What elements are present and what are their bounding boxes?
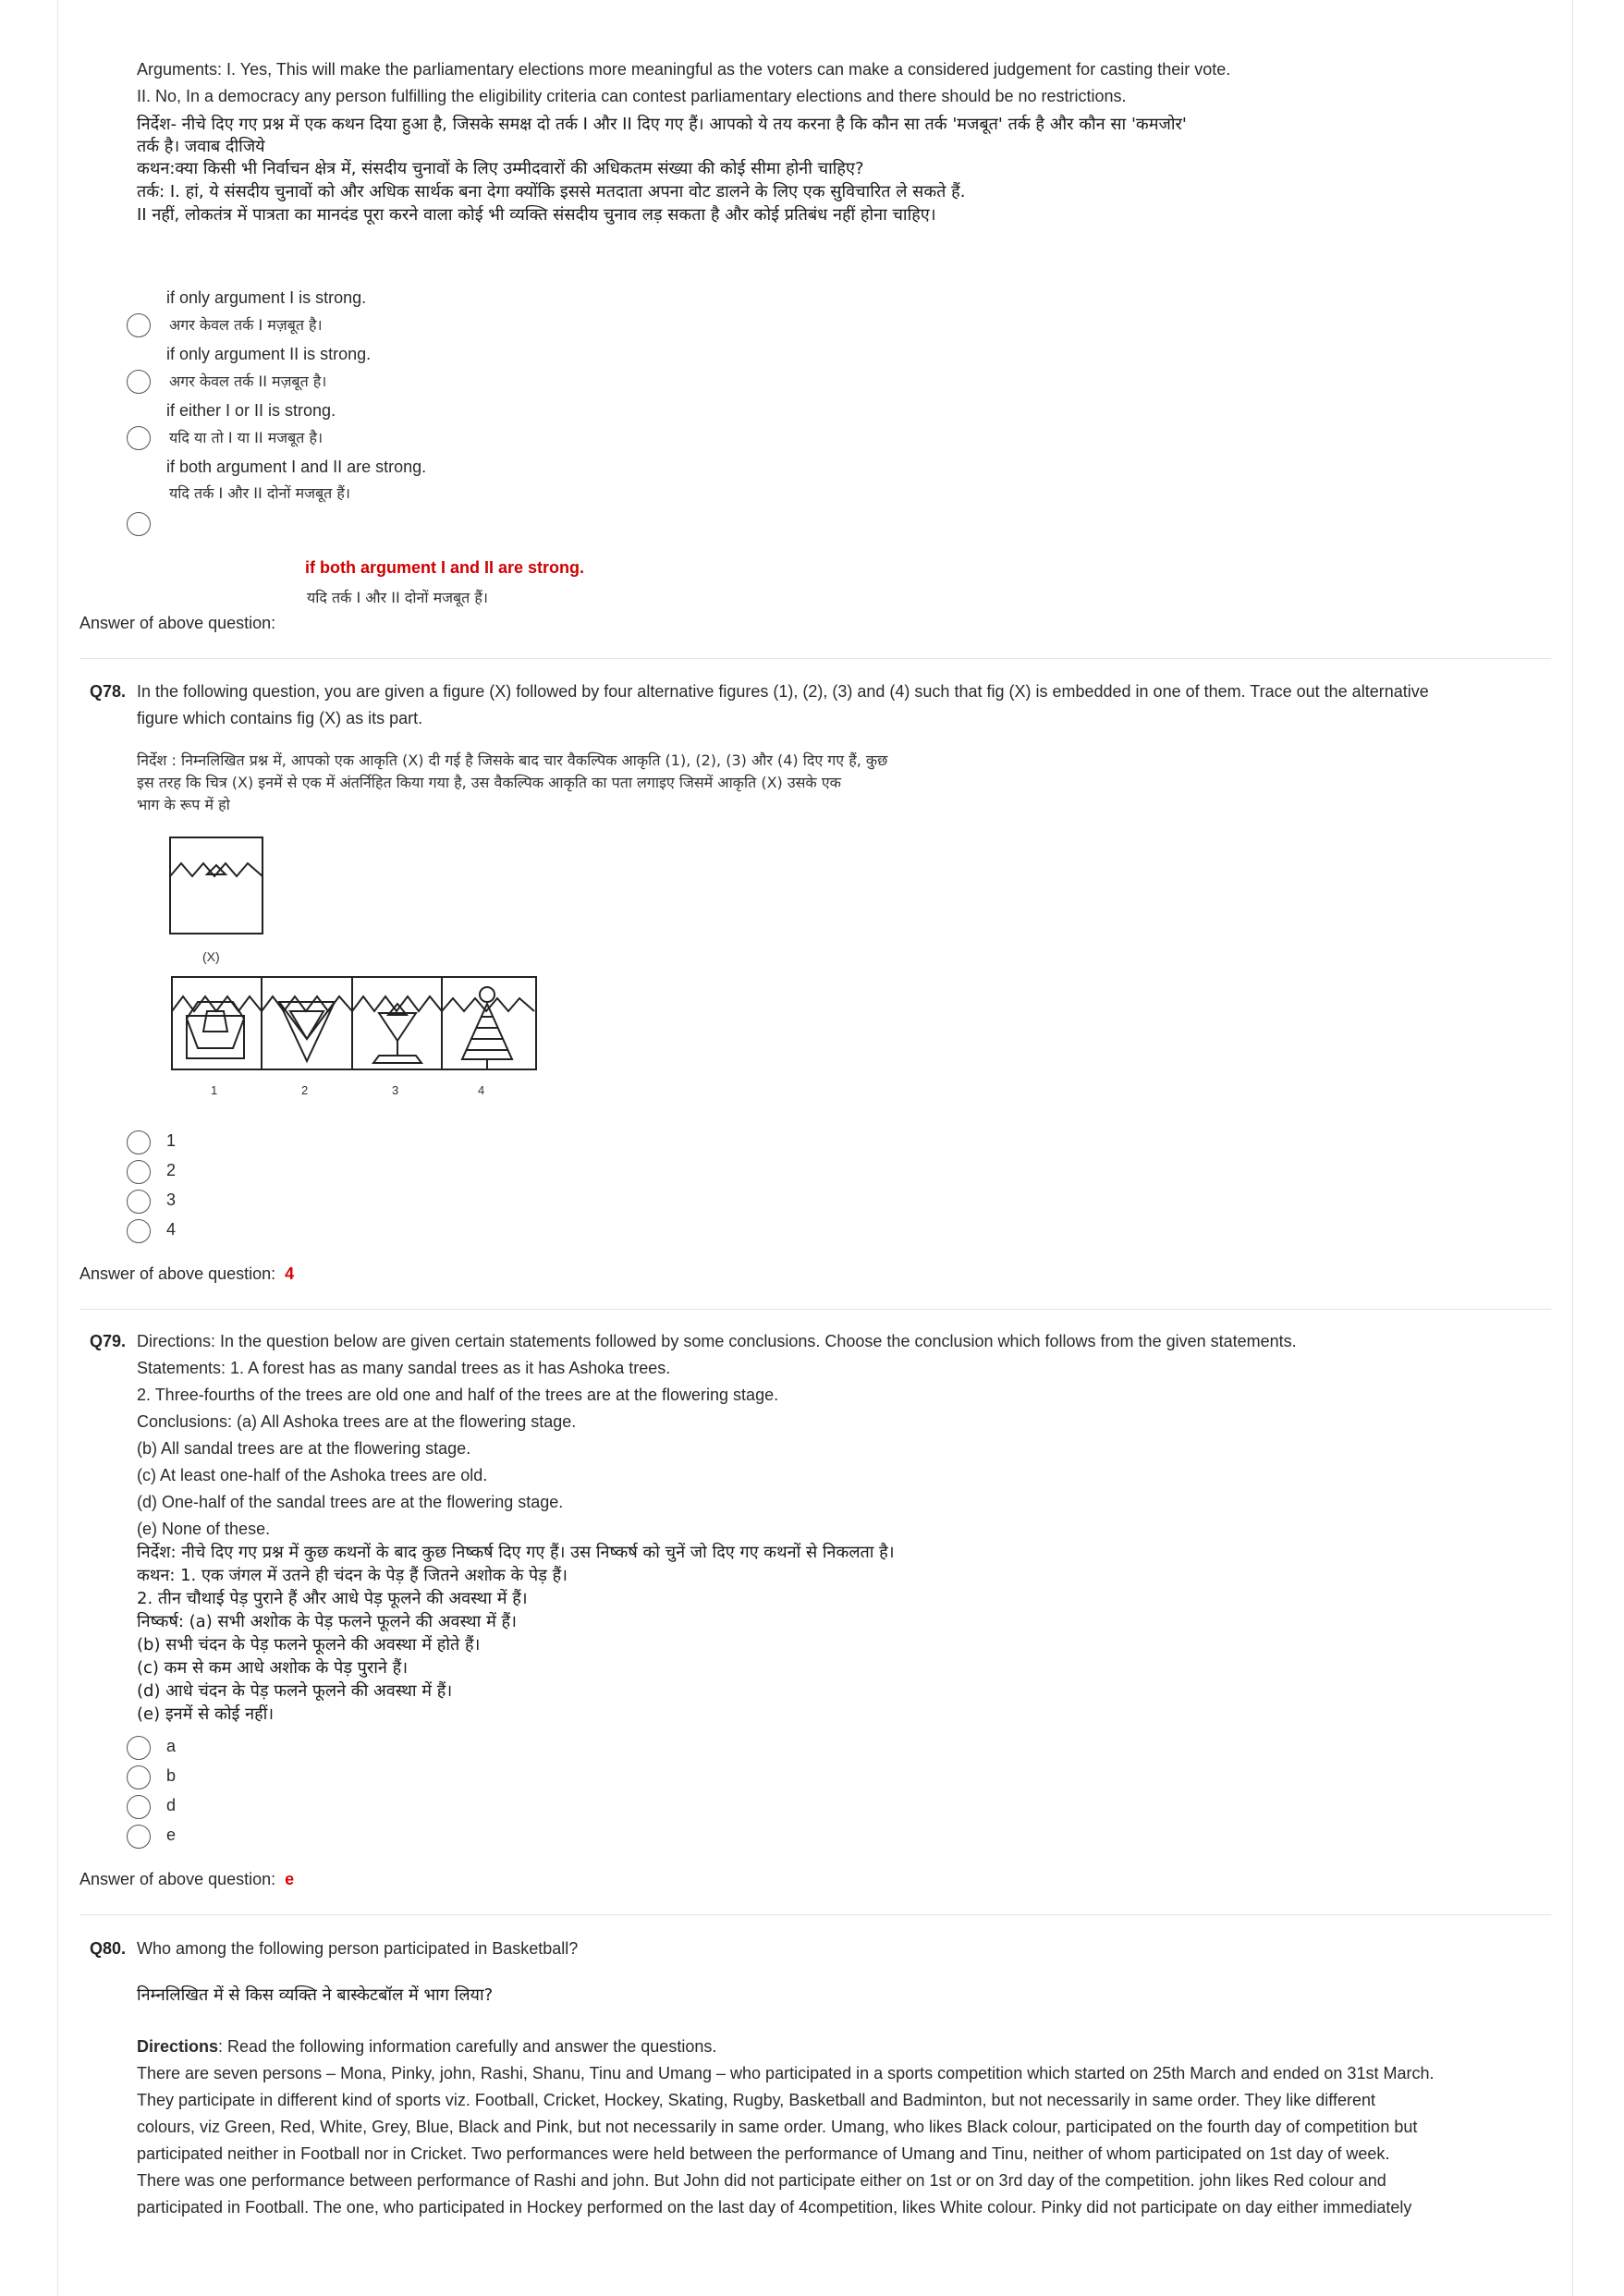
question-number: Q78. <box>90 682 127 701</box>
q79-option-e-radio[interactable] <box>127 1825 151 1849</box>
figure-label-4: 4 <box>478 1083 485 1097</box>
q78-option3-radio[interactable] <box>127 1190 151 1214</box>
q77-option2-radio[interactable] <box>127 370 151 394</box>
q80-directions-text: : Read the following information carefully and answer the questions. <box>218 2037 717 2056</box>
q80-para-line4: participated neither in Football nor in Cricket. Two performances were held between the performance of Umang and Tinu, neither of whom participated on 1st day of week. <box>137 2144 1390 2163</box>
q78-option4-radio[interactable] <box>127 1219 151 1243</box>
q77-option1-hi: अगर केवल तर्क I मज़बूत है। <box>169 316 323 334</box>
q79-hi-line2: कथन: 1. एक जंगल में उतने ही चंदन के पेड़ हैं जितने अशोक के पेड़ हैं। <box>137 1566 568 1585</box>
q78-option1-radio[interactable] <box>127 1130 151 1154</box>
q78-text-line2: figure which contains fig (X) as its part. <box>137 709 423 727</box>
q79-hi-line5: (b) सभी चंदन के पेड़ फलने फूलने की अवस्था में होते हैं। <box>137 1635 481 1655</box>
q77-hindi-line1: निर्देश- नीचे दिए गए प्रश्न में एक कथन दिया हुआ है, जिसके समक्ष दो तर्क I और II दिए गए हैं। आपको ये तय करना है कि कौन सा तर्क 'मजबूत' तर्क है और कौन सा 'कमजोर' <box>137 115 1187 134</box>
answer-figure-4 <box>442 987 534 1069</box>
q80-question-hindi: निम्नलिखित में से किस व्यक्ति ने बास्केटबॉल में भाग लिया? <box>137 1985 494 2005</box>
q80-para-line1: There are seven persons – Mona, Pinky, john, Rashi, Shanu, Tinu and Umang – who participated in a sports competition which started on 25th March and ended on 31st March. <box>137 2064 1435 2082</box>
q79-en-line2: Statements: 1. A forest has as many sandal trees as it has Ashoka trees. <box>137 1359 671 1377</box>
q79-hi-line7: (d) आधे चंदन के पेड़ फलने फूलने की अवस्था में हैं। <box>137 1681 453 1701</box>
q79-option-a-label: a <box>166 1737 177 1755</box>
q77-option2-en: if only argument II is strong. <box>166 345 372 363</box>
q79-hi-line1: निर्देश: नीचे दिए गए प्रश्न में कुछ कथनों के बाद कुछ निष्कर्ष दिए गए हैं। उस निष्कर्ष को चुनें जो दिए गए कथनों से निकलता है। <box>137 1543 895 1562</box>
q79-en-line8: (e) None of these. <box>137 1520 271 1538</box>
q77-option4-radio[interactable] <box>127 512 151 536</box>
q77-option2-hi: अगर केवल तर्क II मज़बूत है। <box>169 372 327 390</box>
question-number: Q79. <box>90 1332 127 1350</box>
q80-para-line5: There was one performance between performance of Rashi and john. But John did not participate either on 1st or on 3rd day of the competition. john likes Red colour and <box>137 2171 1386 2190</box>
q77-option3-en: if either I or II is strong. <box>166 401 336 420</box>
separator <box>79 658 1551 659</box>
q79-option-a-radio[interactable] <box>127 1736 151 1760</box>
q77-hindi-line2: तर्क है। जवाब दीजिये <box>137 137 265 156</box>
q77-hindi-line3: कथन:क्या किसी भी निर्वाचन क्षेत्र में, संसदीय चुनावों के लिए उम्मीदवारों की अधिकतम संख्या की कोई सीमा होनी चाहिए? <box>137 159 864 178</box>
q79-answer-value: e <box>285 1870 295 1888</box>
figure-x-label: (X) <box>202 949 220 964</box>
q80-question-text: Who among the following person participated in Basketball? <box>137 1939 579 1958</box>
q78-answer-label: Answer of above question: <box>79 1264 276 1283</box>
q79-hi-line3: 2. तीन चौथाई पेड़ पुराने हैं और आधे पेड़ फूलने की अवस्था में हैं। <box>137 1589 528 1608</box>
q79-answer <box>79 1870 294 1889</box>
answer-figure-2 <box>262 996 352 1061</box>
q79-option-d-radio[interactable] <box>127 1795 151 1819</box>
q77-option4-hi: यदि तर्क I और II दोनों मजबूत हैं। <box>169 484 350 502</box>
q80-directions <box>137 2033 716 2060</box>
q77-hindi-line5: II नहीं, लोकतंत्र में पात्रता का मानदंड पूरा करने वाला कोई भी व्यक्ति संसदीय चुनाव लड़ सकता है और कोई प्रतिबंध नहीं होना चाहिए। <box>137 205 936 225</box>
answer-figures <box>170 974 540 1076</box>
q80-para-line6: participated in Football. The one, who participated in Hockey performed on the last day of 4competition, likes White colour. Pinky did not participate on day either immediately <box>137 2198 1412 2217</box>
q77-option4-en: if both argument I and II are strong. <box>166 458 427 476</box>
q77-arguments-line1: Arguments: I. Yes, This will make the parliamentary elections more meaningful as the voters can make a considered judgement for casting their vote. <box>137 60 1231 79</box>
q79-en-line3: 2. Three-fourths of the trees are old one and half of the trees are at the flowering stage. <box>137 1386 779 1404</box>
separator <box>79 1914 1551 1915</box>
q79-option-b-radio[interactable] <box>127 1765 151 1789</box>
q79-option-e-label: e <box>166 1826 177 1844</box>
q79-hi-line6: (c) कम से कम आधे अशोक के पेड़ पुराने हैं। <box>137 1658 409 1678</box>
q79-en-line7: (d) One-half of the sandal trees are at the flowering stage. <box>137 1493 564 1511</box>
q77-correct-answer-en: if both argument I and II are strong. <box>305 558 585 577</box>
q80-para-line3: colours, viz Green, Red, White, Grey, Blue, Black and Pink, but not necessarily in same order. Umang, who likes Black colour, participated on the fourth day of competition but <box>137 2118 1418 2136</box>
answer-figure-1 <box>172 996 262 1058</box>
q79-en-line1: Directions: In the question below are given certain statements followed by some conclusions. Choose the conclusion which follows from the given statements. <box>137 1332 1297 1350</box>
q78-option2-radio[interactable] <box>127 1160 151 1184</box>
q78-option2-label: 2 <box>166 1161 177 1179</box>
q77-option3-radio[interactable] <box>127 426 151 450</box>
q77-hindi-line4: तर्क: I. हां, ये संसदीय चुनावों को और अधिक सार्थक बना देगा क्योंकि इससे मतदाता अपना वोट डालने के लिए एक सुविचारित ले सकते हैं. <box>137 182 966 202</box>
q77-correct-answer-hi: यदि तर्क I और II दोनों मजबूत हैं। <box>307 589 488 606</box>
q77-option3-hi: यदि या तो I या II मजबूत है। <box>169 429 324 446</box>
q79-en-line5: (b) All sandal trees are at the flowering stage. <box>137 1439 471 1458</box>
q79-hi-line8: (e) इनमें से कोई नहीं। <box>137 1704 275 1724</box>
separator <box>79 1309 1551 1310</box>
question-number: Q80. <box>90 1939 127 1958</box>
answer-figure-3 <box>352 996 442 1063</box>
q79-option-b-label: b <box>166 1766 177 1785</box>
q79-answer-label: Answer of above question: <box>79 1870 276 1888</box>
q78-text-line1: In the following question, you are given a figure (X) followed by four alternative figures (1), (2), (3) and (4) such that fig (X) is embedded in one of them. Trace out the alternative <box>137 682 1429 701</box>
q78-option3-label: 3 <box>166 1191 177 1209</box>
q79-hi-line4: निष्कर्ष: (a) सभी अशोक के पेड़ फलने फूलने की अवस्था में हैं। <box>137 1612 517 1631</box>
q78-answer <box>79 1264 294 1284</box>
q77-option1-radio[interactable] <box>127 313 151 337</box>
q80-para-line2: They participate in different kind of sports viz. Football, Cricket, Hockey, Skating, Rugby, Basketball and Badminton, but not necessarily in same order. They like different <box>137 2091 1376 2109</box>
figure-x <box>166 832 268 941</box>
q77-option1-en: if only argument I is strong. <box>166 288 367 307</box>
q77-arguments-line2: II. No, In a democracy any person fulfilling the eligibility criteria can contest parliamentary elections and there should be no restrictions. <box>137 87 1127 105</box>
q78-option4-label: 4 <box>166 1220 177 1239</box>
figure-label-1: 1 <box>211 1083 218 1097</box>
q78-answer-value: 4 <box>285 1264 295 1283</box>
q79-option-d-label: d <box>166 1796 177 1814</box>
q80-directions-label: Directions <box>137 2037 219 2056</box>
q79-en-line4: Conclusions: (a) All Ashoka trees are at the flowering stage. <box>137 1412 577 1431</box>
q77-answer-label: Answer of above question: <box>79 614 276 632</box>
q79-en-line6: (c) At least one-half of the Ashoka trees are old. <box>137 1466 488 1484</box>
q78-hindi-line3: भाग के रूप में हो <box>137 796 230 813</box>
q78-option1-label: 1 <box>166 1131 177 1150</box>
figure-label-2: 2 <box>301 1083 309 1097</box>
q78-hindi-line1: निर्देश : निम्नलिखित प्रश्न में, आपको एक आकृति (X) दी गई है जिसके बाद चार वैकल्पिक आकृति (1), (2), (3) और (4) दिए गए हैं, कुछ <box>137 751 888 769</box>
q78-hindi-line2: इस तरह कि चित्र (X) इनमें से एक में अंतर्निहित किया गया है, उस वैकल्पिक आकृति का पता लगाइए जिसमें आकृति (X) उसके एक <box>137 774 841 791</box>
figure-label-3: 3 <box>392 1083 399 1097</box>
